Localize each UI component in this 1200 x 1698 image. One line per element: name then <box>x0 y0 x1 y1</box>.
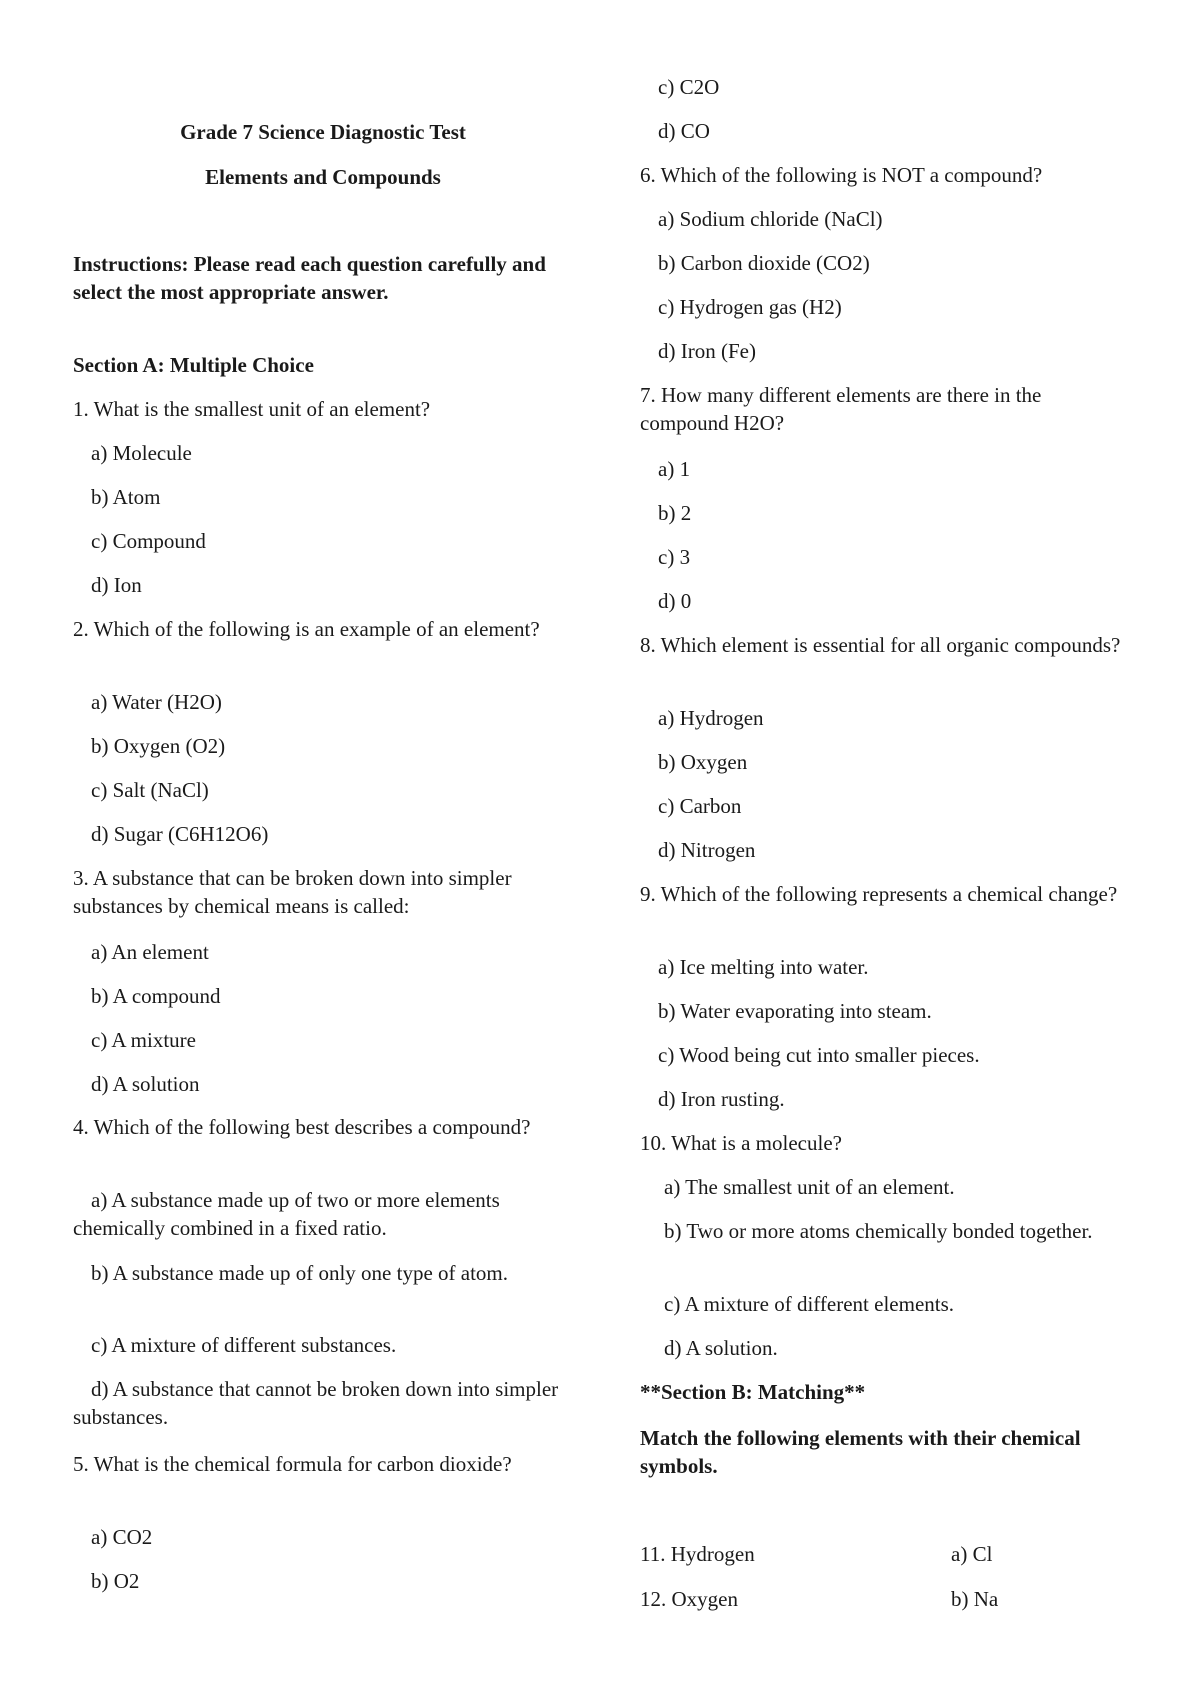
question-8: 8. Which element is essential for all organic compounds? <box>640 633 1121 657</box>
q2-option-b: b) Oxygen (O2) <box>91 734 226 758</box>
q1-option-c: c) Compound <box>91 529 206 553</box>
section-a-heading: Section A: Multiple Choice <box>73 353 314 377</box>
question-6: 6. Which of the following is NOT a compound? <box>640 163 1043 187</box>
q6-option-c: c) Hydrogen gas (H2) <box>658 295 842 319</box>
q8-option-d: d) Nitrogen <box>658 838 756 862</box>
q6-option-d: d) Iron (Fe) <box>658 339 756 363</box>
q5-option-a: a) CO2 <box>91 1525 153 1549</box>
q6-option-b: b) Carbon dioxide (CO2) <box>658 251 870 275</box>
matching-row <box>640 1540 1130 1568</box>
question-9: 9. Which of the following represents a chemical change? <box>640 882 1118 906</box>
q5-option-d: d) CO <box>658 119 710 143</box>
q5-option-c: c) C2O <box>658 75 720 99</box>
q8-option-b: b) Oxygen <box>658 750 748 774</box>
q2-option-a: a) Water (H2O) <box>91 690 222 714</box>
question-2: 2. Which of the following is an example of an element? <box>73 617 540 641</box>
q1-option-b: b) Atom <box>91 485 161 509</box>
page-title: Grade 7 Science Diagnostic Test <box>180 120 466 144</box>
matching-symbol: a) Cl <box>951 1542 993 1566</box>
question-10: 10. What is a molecule? <box>640 1131 842 1155</box>
q10-option-c: c) A mixture of different elements. <box>664 1292 955 1316</box>
q1-option-a: a) Molecule <box>91 441 192 465</box>
matching-instructions: Match the following elements with their chemical symbols. <box>640 1426 1081 1478</box>
q4-option-a: a) A substance made up of two or more elements chemically combined in a fixed ratio. <box>73 1188 500 1240</box>
instructions: Instructions: Please read each question carefully and select the most appropriate answer. <box>73 252 546 304</box>
section-b-heading: **Section B: Matching** <box>640 1380 866 1404</box>
q3-option-c: c) A mixture <box>91 1028 196 1052</box>
q2-option-d: d) Sugar (C6H12O6) <box>91 822 269 846</box>
q7-option-b: b) 2 <box>658 501 692 525</box>
matching-symbol: b) Na <box>951 1587 999 1611</box>
q4-option-d: d) A substance that cannot be broken down into simpler substances. <box>73 1377 559 1429</box>
q5-option-b: b) O2 <box>91 1569 140 1593</box>
q7-option-a: a) 1 <box>658 457 691 481</box>
q3-option-d: d) A solution <box>91 1072 200 1096</box>
q4-option-b: b) A substance made up of only one type of atom. <box>91 1261 508 1285</box>
q10-option-b: b) Two or more atoms chemically bonded together. <box>664 1219 1093 1243</box>
question-7: 7. How many different elements are there in the compound H2O? <box>640 383 1042 435</box>
question-4: 4. Which of the following best describes a compound? <box>73 1115 531 1139</box>
question-1: 1. What is the smallest unit of an element? <box>73 397 431 421</box>
question-3: 3. A substance that can be broken down into simpler substances by chemical means is called: <box>73 866 512 918</box>
q10-option-a: a) The smallest unit of an element. <box>664 1175 955 1199</box>
q1-option-d: d) Ion <box>91 573 142 597</box>
q8-option-a: a) Hydrogen <box>658 706 764 730</box>
q3-option-a: a) An element <box>91 940 209 964</box>
q9-option-c: c) Wood being cut into smaller pieces. <box>658 1043 980 1067</box>
question-5: 5. What is the chemical formula for carbon dioxide? <box>73 1452 512 1476</box>
q2-option-c: c) Salt (NaCl) <box>91 778 209 802</box>
page-subtitle: Elements and Compounds <box>205 165 441 189</box>
q7-option-d: d) 0 <box>658 589 692 613</box>
q4-option-c: c) A mixture of different substances. <box>91 1333 397 1357</box>
q9-option-a: a) Ice melting into water. <box>658 955 869 979</box>
q9-option-d: d) Iron rusting. <box>658 1087 785 1111</box>
q6-option-a: a) Sodium chloride (NaCl) <box>658 207 883 231</box>
matching-element: 12. Oxygen <box>640 1587 738 1611</box>
q3-option-b: b) A compound <box>91 984 221 1008</box>
q9-option-b: b) Water evaporating into steam. <box>658 999 932 1023</box>
q8-option-c: c) Carbon <box>658 794 742 818</box>
q7-option-c: c) 3 <box>658 545 691 569</box>
matching-row <box>640 1585 1130 1613</box>
q10-option-d: d) A solution. <box>664 1336 778 1360</box>
matching-element: 11. Hydrogen <box>640 1542 755 1566</box>
